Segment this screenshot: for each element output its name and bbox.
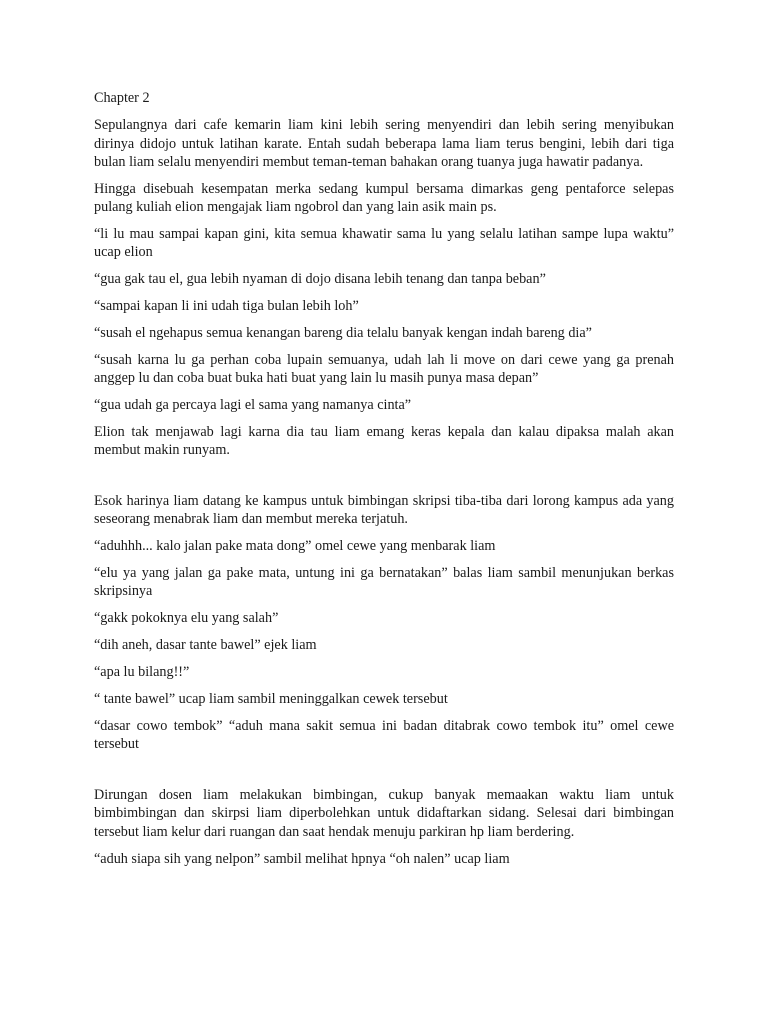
section-break [94,468,674,492]
paragraph: “dih aneh, dasar tante bawel” ejek liam [94,637,317,654]
paragraph: “susah el ngehapus semua kenangan bareng dia telalu banyak kengan indah bareng dia” [94,324,592,341]
paragraph: “gakk pokoknya elu yang salah” [94,610,279,627]
paragraph: “aduh siapa sih yang nelpon” sambil melihat hpnya “oh nalen” ucap liam [94,850,510,867]
paragraph: “apa lu bilang!!” [94,664,190,681]
paragraph: “gua udah ga percaya lagi el sama yang namanya cinta” [94,397,412,414]
paragraph: “aduhhh... kalo jalan pake mata dong” omel cewe yang menbarak liam [94,538,496,555]
paragraph: Sepulangnya dari cafe kemarin liam kini lebih sering menyendiri dan lebih sering menyibukan dirinya didojo untuk latihan karate. Entah sudah beberapa lama liam terus bengini, lebih dari tiga bulan liam selalu menyendiri membut teman-teman bahakan orang tuanya juga hawatir padanya. [94,117,674,170]
paragraph: Hingga disebuah kesempatan merka sedang kumpul bersama dimarkas geng pentaforce selepas pulang kuliah elion mengajak liam ngobrol dan yang lain asik main ps. [94,180,674,216]
chapter-title: Chapter 2 [94,90,150,106]
paragraph: Esok harinya liam datang ke kampus untuk bimbingan skripsi tiba-tiba dari lorong kampus ada yang seseorang menabrak liam dan membut mereka terjatuh. [94,493,674,528]
paragraph: “susah karna lu ga perhan coba lupain semuanya, udah lah li move on dari cewe yang ga prenah anggep lu dan coba buat buka hati buat yang lain lu masih punya masa depan” [94,351,674,387]
paragraph: “sampai kapan li ini udah tiga bulan lebih loh” [94,298,359,315]
paragraph: “elu ya yang jalan ga pake mata, untung ini ga bernatakan” balas liam sambil menunjukan berkas skripsinya [94,565,674,600]
document-page [94,89,674,876]
paragraph: “dasar cowo tembok” “aduh mana sakit semua ini badan ditabrak cowo tembok itu” omel cewe tersebut [94,717,674,753]
paragraph: “li lu mau sampai kapan gini, kita semua khawatir sama lu yang selalu latihan sampe lupa waktu” ucap elion [94,225,674,261]
paragraph: “ tante bawel” ucap liam sambil meninggalkan cewek tersebut [94,691,448,708]
section-break [94,762,674,786]
paragraph: Dirungan dosen liam melakukan bimbingan, cukup banyak memaakan waktu liam untuk bimbimbingan dan skirpsi liam diperbolehkan untuk didaftarkan sidang. Selesai dari bimbingan tersebut liam kelur dari ruangan dan saat hendak menuju parkiran hp liam berdering. [94,787,674,840]
paragraph: Elion tak menjawab lagi karna dia tau liam emang keras kepala dan kalau dipaksa malah akan membut makin runyam. [94,423,674,459]
paragraph: “gua gak tau el, gua lebih nyaman di dojo disana lebih tenang dan tanpa beban” [94,271,546,288]
